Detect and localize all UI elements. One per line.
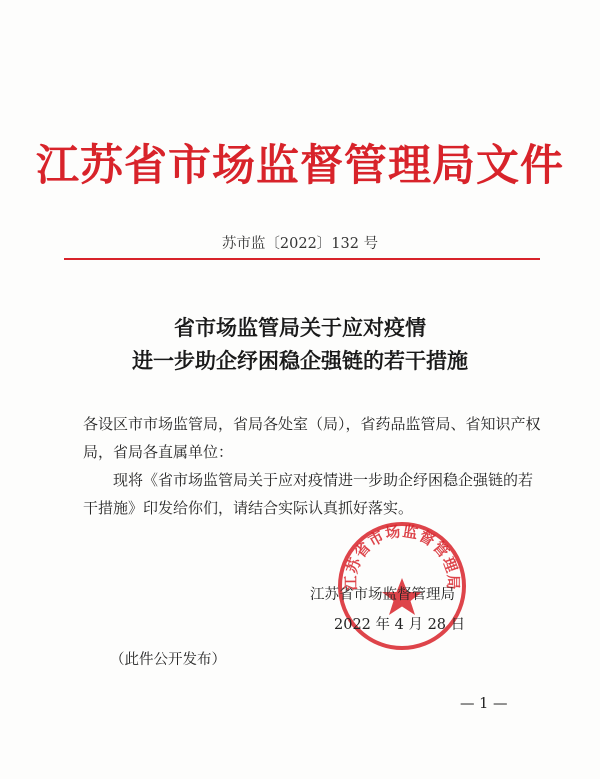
- publication-note: （此件公开发布）: [110, 652, 226, 668]
- body-paragraph: 现将《省市场监管局关于应对疫情进一步助企纾困稳企强链的若干措施》印发给你们，请结合实际认真抓好落实。: [83, 471, 534, 517]
- page-number: — 1 —: [460, 696, 508, 712]
- document-header-title: 江苏省市场监督管理局文件: [36, 141, 564, 191]
- seal-text: 江苏省市场监督管理局: [341, 522, 463, 591]
- title-line-1: 省市场监管局关于应对疫情: [174, 316, 426, 340]
- document-number: 苏市监〔2022〕132 号: [221, 236, 379, 252]
- document-title: [0, 312, 600, 378]
- title-line-2: 进一步助企纾困稳企强链的若干措施: [132, 349, 468, 373]
- document-body: [83, 410, 543, 522]
- signature-block: [304, 580, 465, 640]
- issue-date: 2022 年 4 月 28 日: [334, 617, 466, 633]
- issuing-organization: 江苏省市场监督管理局: [310, 587, 455, 603]
- header-divider: [64, 258, 540, 260]
- recipients: 各设区市市场监管局，省局各处室（局），省药品监管局、省知识产权局，省局各直属单位：: [83, 415, 541, 461]
